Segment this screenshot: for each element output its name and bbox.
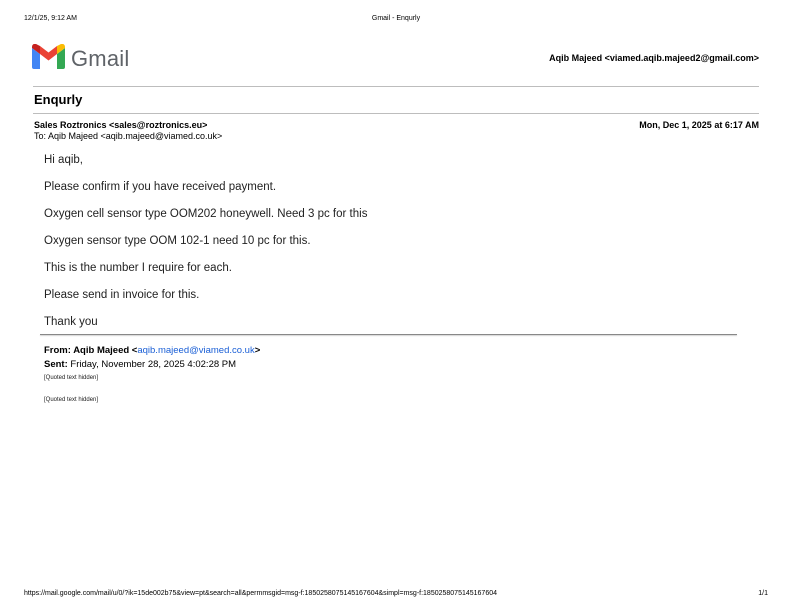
quoted-sent-value: Friday, November 28, 2025 4:02:28 PM — [67, 359, 237, 370]
body-line: Oxygen sensor type OOM 102-1 need 10 pc for this. — [44, 235, 311, 247]
account-label: Aqib Majeed <viamed.aqib.majeed2@gmail.com> — [549, 53, 759, 63]
print-footer-url: https://mail.google.com/mail/u/0/?ik=15de002b75&view=pt&search=all&permmsgid=msg-f:1850258075145167604&simpl=msg-f:1850258075145167604 — [24, 590, 498, 597]
gmail-logo — [32, 44, 129, 74]
body-line: This is the number I require for each. — [44, 262, 232, 274]
quoted-from — [44, 345, 260, 356]
quoted-text-hidden[interactable]: [Quoted text hidden] — [44, 375, 99, 381]
message-date: Mon, Dec 1, 2025 at 6:17 AM — [639, 120, 759, 130]
print-datetime: 12/1/25, 9:12 AM — [24, 15, 77, 22]
quoted-from-label: From: Aqib Majeed < — [44, 345, 138, 356]
header-divider — [33, 86, 759, 87]
body-line: Thank you — [44, 316, 98, 328]
quoted-text-hidden[interactable]: [Quoted text hidden] — [44, 397, 99, 403]
quoted-sent — [44, 359, 236, 370]
body-line: Please confirm if you have received payment. — [44, 181, 277, 193]
recipient: To: Aqib Majeed <aqib.majeed@viamed.co.uk> — [34, 131, 223, 141]
print-page-title: Gmail - Enqurly — [371, 15, 421, 22]
gmail-m-icon — [32, 44, 65, 74]
email-subject: Enqurly — [34, 92, 83, 107]
quoted-from-email-link[interactable]: aqib.majeed@viamed.co.uk — [137, 345, 255, 356]
body-line: Hi aqib, — [44, 154, 83, 166]
gmail-logo-text: Gmail — [71, 46, 130, 71]
sender: Sales Roztronics <sales@roztronics.eu> — [34, 120, 208, 130]
quote-divider — [40, 334, 737, 335]
quoted-sent-label: Sent: — [44, 359, 68, 370]
print-page-number: 1/1 — [758, 590, 768, 597]
quoted-from-suffix: > — [254, 345, 261, 356]
body-line: Please send in invoice for this. — [44, 289, 200, 301]
subject-divider — [33, 113, 759, 114]
body-line: Oxygen cell sensor type OOM202 honeywell. Need 3 pc for this — [44, 208, 368, 220]
